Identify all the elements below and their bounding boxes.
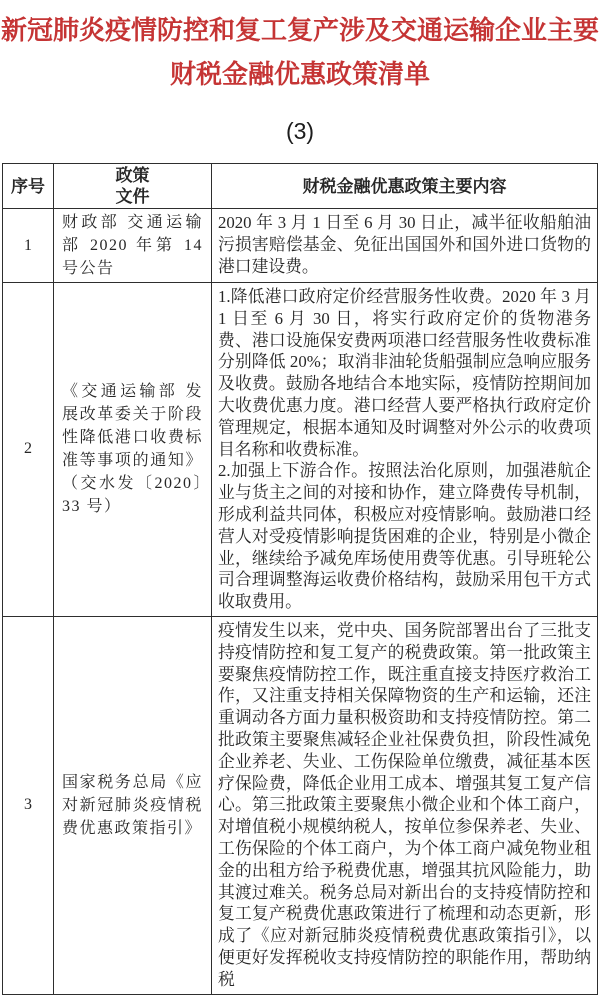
page-title-line1: 新冠肺炎疫情防控和复工复产涉及交通运输企业主要 [0,15,599,45]
index-cell: 3 [3,616,54,994]
header-policy-doc [54,164,212,209]
table-row [3,209,598,283]
policy-doc-cell: 《交通运输部 发展改革委关于阶段性降低港口收费标准等事项的通知》（交水发〔2020〕33 号） [54,283,212,617]
table-row [3,283,598,617]
content-paragraph: 2.加强上下游合作。按照法治化原则，加强港航企业与货主之间的对接和协作，建立降费传导机制，形成利益共同体，积极应对疫情影响。鼓励港口经营人对受疫情影响提货困难的企业，特别是小微企业，继续给予减免库场使用费等优惠。引导班轮公司合理调整海运收费价格结构，鼓励采用包干方式收取费用。 [218,461,591,612]
header-policy-line2: 文件 [115,187,150,206]
index-cell: 2 [3,283,54,617]
content-cell [212,283,598,617]
policy-doc-cell: 国家税务总局《应对新冠肺炎疫情税费优惠政策指引》 [54,616,212,994]
policy-table [2,163,598,995]
table-header-row [3,164,598,209]
table-row [3,616,598,994]
index-cell: 1 [3,209,54,283]
header-content: 财税金融优惠政策主要内容 [212,164,598,209]
page-title-line2: 财税金融优惠政策清单 [169,59,430,89]
part-number: (3) [285,118,315,144]
content-cell [212,616,598,994]
content-paragraph: 1.降低港口政府定价经营服务性收费。2020 年 3 月 1 日至 6 月 30 日，将实行政府定价的货物港务费、港口设施保安费两项港口经营服务性收费标准分别降低 20%；取消非油轮货船强制应急响应服务及收费。鼓励各地结合本地实际，疫情防控期间加大收费优惠力度。港口经营人要严格执行政府定价管理规定，根据本通知及时调整对外公示的收费项目名称和收费标准。 [218,287,591,459]
content-paragraph: 疫情发生以来，党中央、国务院部署出台了三批支持疫情防控和复工复产的税费政策。第一批政策主要聚焦疫情防控工作，既注重直接支持医疗救治工作，又注重支持相关保障物资的生产和运输，还注重调动各方面力量积极资助和支持疫情防控。第二批政策主要聚焦减轻企业社保费负担，阶段性减免企业养老、失业、工伤保险单位缴费，减征基本医疗保险费，降低企业用工成本、增强其复工复产信心。第三批政策主要聚焦小微企业和个体工商户，对增值税小规模纳税人，按单位参保养老、失业、工伤保险的个体工商户，为个体工商户减免物业租金的出租方给予税费优惠，增强其抗风险能力，助其渡过难关。税务总局对新出台的支持疫情防控和复工复产税费优惠政策进行了梳理和动态更新，形成了《应对新冠肺炎疫情税费优惠政策指引》，以便更好发挥税收支持疫情防控的职能作用，帮助纳税 [218,620,591,989]
header-index: 序号 [3,164,54,209]
header-policy-line1: 政策 [115,166,150,185]
content-paragraph: 2020 年 3 月 1 日至 6 月 30 日止，减半征收船舶油污损害赔偿基金、免征出国国外和国外进口货物的港口建设费。 [218,213,591,276]
page-title [0,0,600,92]
content-cell [212,209,598,283]
policy-doc-cell: 财政部 交通运输部 2020 年第 14 号公告 [54,209,212,283]
